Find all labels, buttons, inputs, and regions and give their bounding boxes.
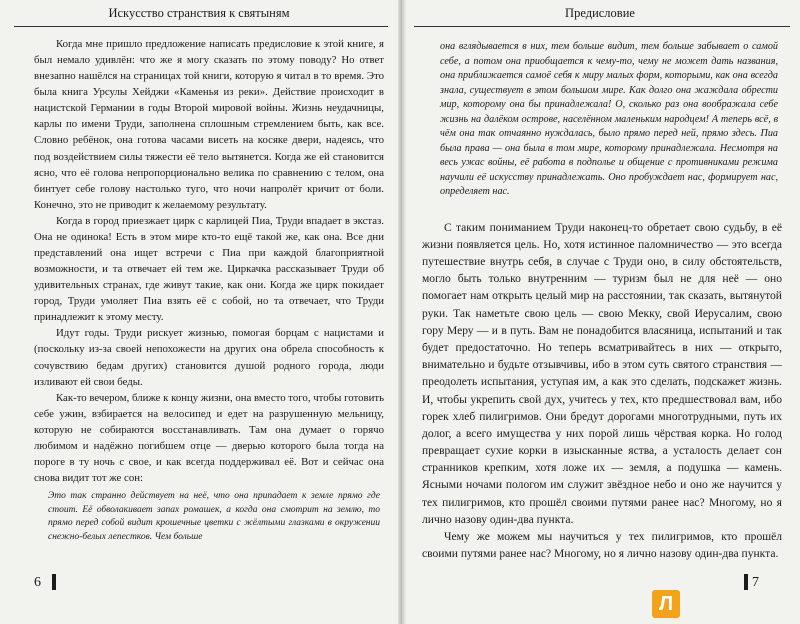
running-head: Предисловие bbox=[565, 6, 635, 20]
page-body bbox=[422, 40, 782, 563]
paragraph: Как-то вечером, ближе к концу жизни, она вместо того, чтобы готовить себе ужин, взбирается на велосипед и едет на разрушенную мельницу, которую не собираются восстанавливать. Там она думает о горячо любимом и надёжно погибшем отце — дверью которого была тогда на пороге в ту ночь с свое, и как всегда поддерживал её. Вот и сейчас она снова видит тот же сон: bbox=[34, 391, 384, 485]
book-spine bbox=[398, 0, 406, 624]
paragraph: Идут годы. Труди рискует жизнью, помогая борцам с нацистами и (поскольку из-за своей непохожести на других она обрела способность к сочувствию бедам других) становится душой родного города, люди изливают ей свои беды. bbox=[34, 327, 384, 388]
running-head: Искусство странствия к святыням bbox=[108, 6, 290, 20]
folio-bar bbox=[52, 574, 56, 590]
quote-text: она вглядывается в них, тем больше видит, тем больше забывает о самой себе, а потом она приобщается к чему-то, чему не может дать названия, она приближается самоё себя к миру малых форм, которыми, как она всегда знала, существует в этом большом мире. Как долго она жаждала обрести мир, которому она бы принадлежала! О, сколько раз она воображала себе жизнь на далёком острове, населённом маленьким народцем! А теперь всё, в чём она так отчаянно нуждалась, было прямо перед ней, прямо здесь. Пиа была права — она была в том мире, которому принадлежала. Несмотря на весь ужас войны, её работа в подполье и общение с противниками режима научили её искусству принадлежать. Оно пробуждает нас, формирует нас, определяет нас. bbox=[440, 41, 778, 198]
paragraph: С таким пониманием Труди наконец-то обретает свою судьбу, в её жизни появляется цель. Но, хотя истинное паломничество — это всегда путешествие внутрь себя, в случае с Труди оно, в силу обстоятельств, могло быть только внутренним — туризм был не для неё — оно помогает нам открыть целый мир на расстоянии, так сказать, вытянутой руки. Так наметьте свою цель — свою Мекку, свой Иерусалим, свою гору Меру — и в путь. Вам не понадобится власяница, испытаний и так будет предостаточно. Но теперь всматривайтесь в них — открыто, внимательно и будьте отзывчивы, ибо в этом суть святого странствия — преодолеть испытания, уступая им, а как это сделать, подскажет жизнь. И, чтобы укрепить свой дух, учитесь у тех, кто предшествовал вам, ибо горек хлеб пилигримов. Они бредут дорогами многотрудными, путь их долог, а всего имущества у них порой лишь чёрствая корка. Но голод превращает сухие корки в изысканные яства, а усталость делает сон странников крепким, хотя ложе их — земля, а подушка — камень. Ясными ночами пологом им служит звёздное небо и оно же научится у тех пилигримов, кто прошёл своими путями ранее нас? Многому, но я лично назову один-два пункта. bbox=[422, 221, 782, 526]
logo-letter: Л bbox=[658, 593, 674, 615]
page-number: 7 bbox=[752, 575, 759, 590]
right-page bbox=[406, 0, 800, 624]
paragraph: Когда мне пришло предложение написать предисловие к этой книге, я был немало удивлён: что же я могу сказать по этому поводу? Но ответ внезапно нашёлся на страницах той книги, которую я читал в то время. Это была книга Урсулы Хейджи «Каменья из реки». Действие происходит в нацистской Германии в годы Второй мировой войны. Жизнь неудачницы, карлы по имени Труди, заполнена сплошным стремлением быть, как все. Словно ребёнок, она готова часами висеть на косяке двери, надеясь, что под воздействием силы тяжести её тело вытянется. Когда же ей становится ясно, что её голова непропорционально велика по сравнению с телом, она бинтует себе голову настолько туго, что ночи напролёт кричит от боли. Конечно, это не приводит к желаемому результату. bbox=[34, 38, 384, 211]
page-body bbox=[34, 36, 384, 544]
page-number: 6 bbox=[34, 575, 41, 590]
block-quote bbox=[422, 40, 782, 200]
litres-logo-icon bbox=[652, 590, 680, 618]
paragraph: Когда в город приезжает цирк с карлицей Пиа, Труди впадает в экстаз. Она не одинока! Есть в этом мире кто-то ещё такой же, как она. Все дни представлений она ищет встречи с Пиа при каждой благоприятной возможности, и та отвечает ей тем же. Циркачка рассказывает Труди об удивительных странах, где живут такие, как они. Когда же цирк покидает город, Труди умоляет Пиа взять её с собой, но та отвечает, что Труди принадлежит к этому месту. bbox=[34, 214, 384, 324]
folio-bar bbox=[744, 574, 748, 590]
block-quote bbox=[34, 490, 384, 544]
header-rule bbox=[14, 26, 388, 27]
paragraph: Чему же можем мы научиться у тех пилигримов, кто прошёл своими путями ранее нас? Многому, но я лично назову один-два пункта. bbox=[422, 531, 782, 561]
left-page bbox=[0, 0, 398, 624]
quote-text: Это так странно действует на неё, что она припадает к земле прямо где стоит. Её обволакивает запах ромашек, а когда она смотрит на землю, то прямо перед собой видит крошечные цветки с жёлтыми глазками в окружении снежно-белых лепестков. Чем больше bbox=[48, 491, 380, 542]
header-rule bbox=[414, 26, 790, 27]
